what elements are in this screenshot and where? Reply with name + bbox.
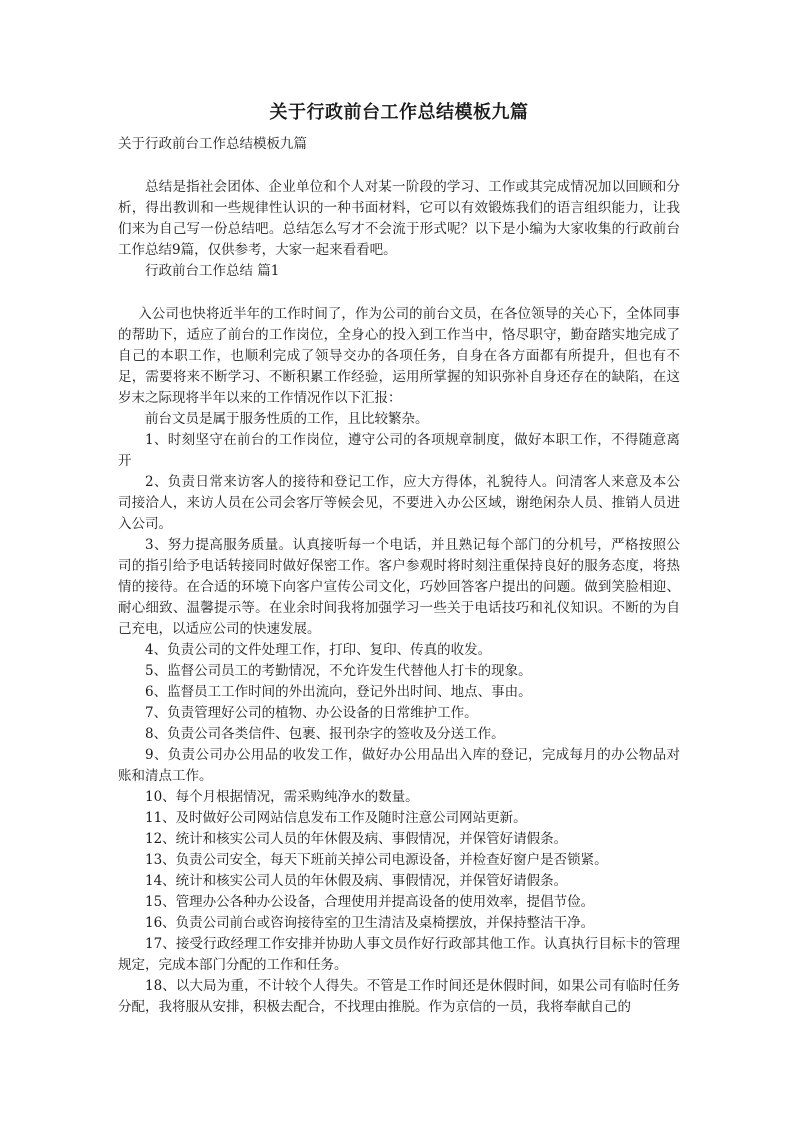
- duty-list-item: 6、监督员工工作时间的外出流向，登记外出时间、地点、事由。: [145, 684, 532, 700]
- duty-list-item: 2、负责日常来访客人的接待和登记工作，应大方得体，礼貌待人。问清客人来意及本公司接洽人，来访人员在公司会客厅等候会见，不要进入办公区域，谢绝闲杂人员、推销人员进入公司。: [118, 474, 680, 532]
- duty-list-item: 15、管理办公各种办公设备，合理使用并提高设备的使用效率，提倡节俭。: [145, 894, 595, 910]
- section-heading: 行政前台工作总结 篇1: [145, 263, 280, 279]
- duty-list-item: 18、以大局为重，不计较个人得失。不管是工作时间还是休假时间，如果公司有临时任务分配，我将服从安排，积极去配合，不找理由推脱。作为京信的一员，我将奉献自己的: [118, 978, 680, 1015]
- duty-list-item: 11、及时做好公司网站信息发布工作及随时注意公司网站更新。: [145, 810, 527, 826]
- duty-list-item: 7、负责管理好公司的植物、办公设备的日常维护工作。: [145, 705, 478, 721]
- duty-list-item: 3、努力提高服务质量。认真接听每一个电话，并且熟记每个部门的分机号，严格按照公司的指引给予电话转接同时做好保密工作。客户参观时将时刻注重保持良好的服务态度，将热情的接待。在合适的环境下向客户宣传公司文化，巧妙回答客户提出的问题。做到笑脸相迎、耐心细致、温馨提示等。在业余时间我将加强学习一些关于电话技巧和礼仪知识。不断的为自己充电，以适应公司的快速发展。: [118, 537, 680, 637]
- duty-list-item: 12、统计和核实公司人员的年休假及病、事假情况，并保管好请假条。: [145, 831, 568, 847]
- duty-list-item: 13、负责公司安全，每天下班前关掉公司电源设备，并检查好窗户是否锁紧。: [145, 852, 608, 868]
- document-title: 关于行政前台工作总结模板九篇: [269, 102, 529, 123]
- duty-list-item: 16、负责公司前台或咨询接待室的卫生清洁及桌椅摆放，并保持整洁干净。: [145, 915, 595, 931]
- duty-list-item: 14、统计和核实公司人员的年休假及病、事假情况，并保管好请假条。: [145, 873, 568, 889]
- duty-list-item: 4、负责公司的文件处理工作，打印、复印、传真的收发。: [145, 642, 492, 658]
- duty-list-item: 1、时刻坚守在前台的工作岗位，遵守公司的各项规章制度，做好本职工作，不得随意离开: [118, 432, 680, 469]
- duty-list-item: 9、负责公司办公用品的收发工作，做好办公用品出入库的登记，完成每月的办公物品对账和清点工作。: [118, 747, 680, 784]
- duty-list-item: 10、每个月根据情况，需采购纯净水的数量。: [145, 789, 419, 805]
- document-page: [118, 100, 680, 1018]
- duty-list-item: 8、负责公司各类信件、包裹、报刊杂字的签收及分送工作。: [145, 726, 505, 742]
- duty-list: [118, 409, 680, 1018]
- opening-paragraph: 入公司也快将近半年的工作时间了，作为公司的前台文员，在各位领导的关心下，全体同事的帮助下，适应了前台的工作岗位，全身心的投入到工作当中，恪尽职守，勤奋踏实地完成了自己的本职工作，也顺利完成了领导交办的各项任务，自身在各方面都有所提升，但也有不足，需要将来不断学习、不断积累工作经验，运用所掌握的知识弥补自身还存在的缺陷，在这岁末之际现将半年以来的工作情况作以下汇报：: [118, 306, 680, 406]
- intro-paragraph: 总结是指社会团体、企业单位和个人对某一阶段的学习、工作或其完成情况加以回顾和分析，得出教训和一些规律性认识的一种书面材料，它可以有效锻炼我们的语言组织能力，让我们来为自己写一份总结吧。总结怎么写才不会流于形式呢？以下是小编为大家收集的行政前台工作总结9篇，仅供参考，大家一起来看看吧。: [118, 179, 680, 258]
- duty-list-item: 17、接受行政经理工作安排并协助人事文员作好行政部其他工作。认真执行目标卡的管理规定，完成本部门分配的工作和任务。: [118, 936, 680, 973]
- duty-list-item: 5、监督公司员工的考勤情况，不允许发生代替他人打卡的现象。: [145, 663, 532, 679]
- document-subtitle: 关于行政前台工作总结模板九篇: [118, 136, 307, 152]
- duty-list-item: 前台文员是属于服务性质的工作，且比较繁杂。: [145, 411, 429, 427]
